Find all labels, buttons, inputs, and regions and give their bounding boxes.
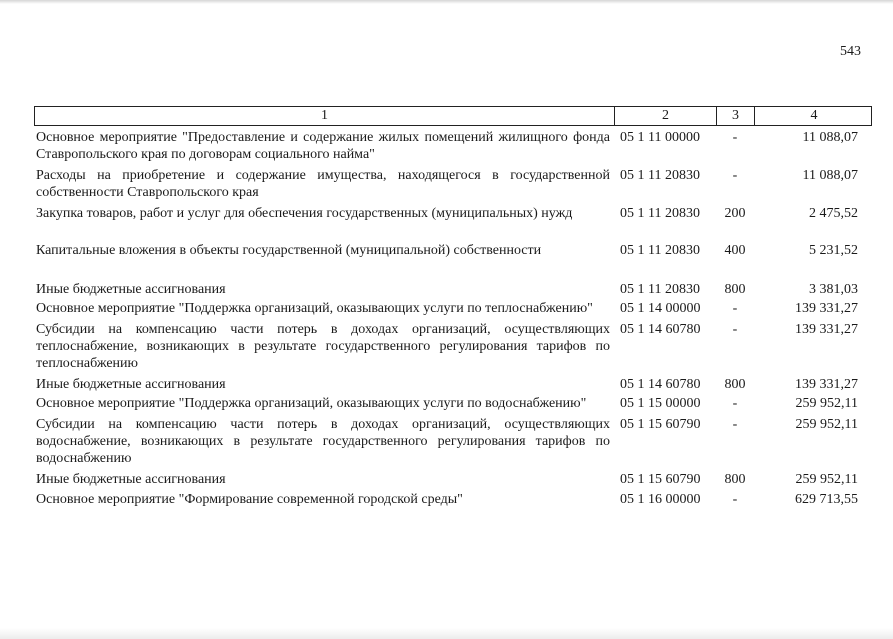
row-type: 800: [724, 377, 746, 392]
row-code: 05 1 11 20830: [620, 243, 700, 258]
row-amount: 139 331,27: [795, 301, 858, 316]
table-row: [34, 491, 872, 508]
row-amount: 11 088,07: [802, 168, 858, 183]
budget-table: [34, 106, 872, 508]
row-amount: 259 952,11: [795, 472, 858, 487]
table-row: [34, 242, 872, 281]
header-col-3: 3: [717, 107, 755, 125]
row-type: -: [732, 168, 738, 183]
row-code: 05 1 11 20830: [620, 168, 700, 183]
row-type: -: [732, 130, 738, 145]
table-row: [34, 376, 872, 393]
row-amount: 11 088,07: [802, 130, 858, 145]
table-header-row: [34, 106, 872, 126]
table-row: [34, 129, 872, 163]
row-type: -: [732, 492, 738, 507]
table-row: [34, 281, 872, 298]
row-name: Основное мероприятие "Поддержка организаций, оказывающих услуги по водоснабжению": [36, 396, 587, 411]
row-code: 05 1 11 00000: [620, 130, 700, 145]
row-type: 200: [724, 206, 746, 221]
row-code: 05 1 16 00000: [620, 492, 701, 507]
row-name: Расходы на приобретение и содержание имущества, находящегося в государственной собственности Ставропольского края: [36, 168, 610, 200]
row-amount: 629 713,55: [795, 492, 858, 507]
scan-edge-bottom: [0, 628, 893, 639]
row-name: Основное мероприятие "Предоставление и содержание жилых помещений жилищного фонда Ставропольского края по договорам социального найма": [36, 130, 610, 162]
row-code: 05 1 15 60790: [620, 472, 701, 487]
page-number: 543: [840, 44, 861, 59]
row-name: Капитальные вложения в объекты государственной (муниципальной) собственности: [36, 243, 542, 258]
row-name: Иные бюджетные ассигнования: [36, 282, 226, 297]
row-code: 05 1 15 60790: [620, 417, 701, 432]
row-code: 05 1 15 00000: [620, 396, 701, 411]
row-code: 05 1 14 60780: [620, 322, 701, 337]
header-col-2: 2: [615, 107, 717, 125]
table-row: [34, 167, 872, 201]
row-type: -: [732, 301, 738, 316]
row-name: Субсидии на компенсацию части потерь в доходах организаций, осуществляющих теплоснабжение, возникающих в результате государственного регулирования тарифов по теплоснабжению: [36, 322, 610, 371]
row-type: -: [732, 396, 738, 411]
row-amount: 259 952,11: [795, 396, 858, 411]
row-code: 05 1 11 20830: [620, 282, 700, 297]
row-type: 800: [724, 472, 746, 487]
row-type: -: [732, 417, 738, 432]
table-row: [34, 205, 872, 242]
row-name: Иные бюджетные ассигнования: [36, 472, 226, 487]
row-name: Закупка товаров, работ и услуг для обеспечения государственных (муниципальных) нужд: [36, 206, 573, 221]
table-row: [34, 321, 872, 372]
row-name: Основное мероприятие "Поддержка организаций, оказывающих услуги по теплоснабжению": [36, 301, 593, 316]
row-name: Основное мероприятие "Формирование современной городской среды": [36, 492, 463, 507]
row-type: 400: [724, 243, 746, 258]
row-name: Субсидии на компенсацию части потерь в доходах организаций, осуществляющих водоснабжение, возникающих в результате государственного регулирования тарифов по водоснабжению: [36, 417, 610, 466]
row-amount: 259 952,11: [795, 417, 858, 432]
row-amount: 139 331,27: [795, 377, 858, 392]
row-code: 05 1 11 20830: [620, 206, 700, 221]
table-row: [34, 300, 872, 317]
row-name: Иные бюджетные ассигнования: [36, 377, 226, 392]
header-col-4: 4: [810, 108, 818, 123]
table-row: [34, 395, 872, 412]
row-amount: 3 381,03: [809, 282, 858, 297]
row-type: 800: [724, 282, 746, 297]
row-amount: 5 231,52: [809, 243, 858, 258]
scan-edge-top: [0, 0, 893, 4]
table-row: [34, 416, 872, 467]
table-row: [34, 471, 872, 488]
header-col-1: 1: [35, 107, 615, 125]
row-code: 05 1 14 00000: [620, 301, 701, 316]
row-amount: 2 475,52: [809, 206, 858, 221]
row-code: 05 1 14 60780: [620, 377, 701, 392]
row-type: -: [732, 322, 738, 337]
row-amount: 139 331,27: [795, 322, 858, 337]
